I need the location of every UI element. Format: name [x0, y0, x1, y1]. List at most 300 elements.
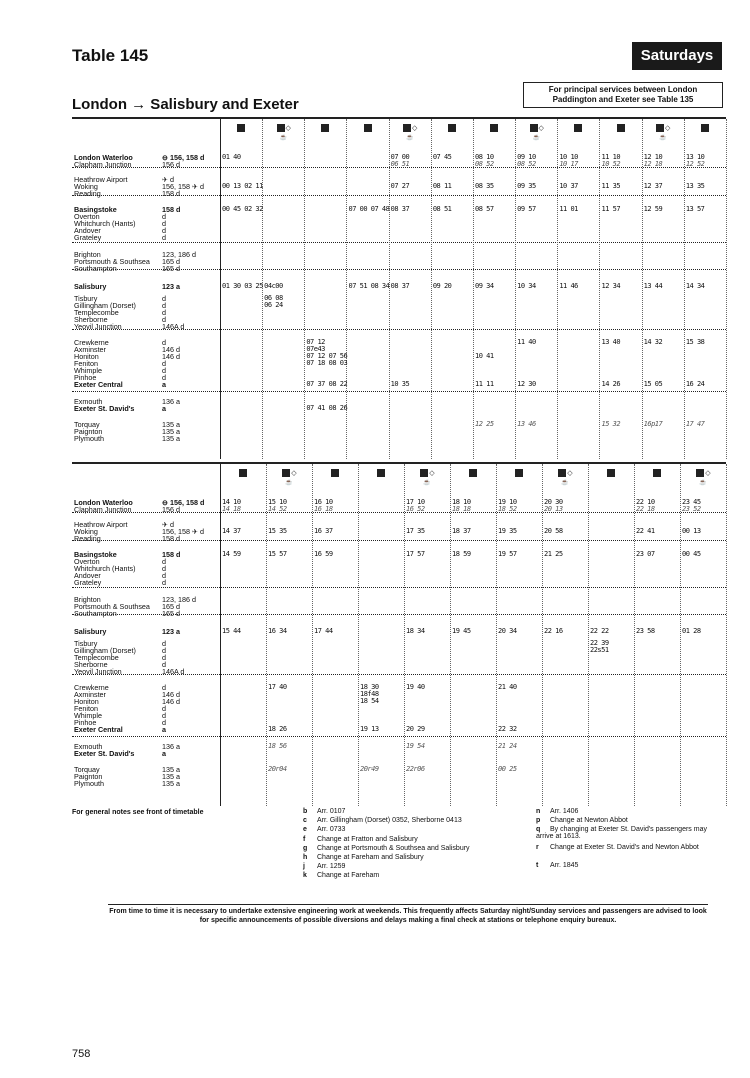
time-cell: 14 52 — [268, 505, 287, 513]
train-column — [684, 119, 727, 459]
station-ref: 156 d — [162, 505, 180, 514]
time-cell: 16 24 — [685, 380, 705, 388]
footnote-text: Change at Portsmouth & Southsea and Salisbury — [317, 844, 470, 852]
station-ref: 156, 158 ✈ d — [162, 182, 204, 191]
time-cell: 00 25 — [498, 765, 517, 773]
time-cell: 08 11 — [432, 182, 452, 190]
time-cell: 18 59 — [452, 550, 471, 558]
time-cell: 18f48 — [360, 690, 379, 698]
time-cell: 14 59 — [222, 550, 241, 558]
time-cell: 12 30 — [517, 380, 536, 388]
footnote-text: Arr. 1406 — [550, 808, 579, 815]
time-cell: 17 35 — [406, 527, 425, 535]
time-cell: 11 11 — [475, 380, 494, 388]
footnote-key: g — [303, 844, 308, 852]
first-class-icon — [574, 124, 582, 132]
station-name: Pinhoe — [74, 718, 97, 727]
station-ref: d — [162, 338, 166, 347]
station-name: Whitchurch (Hants) — [74, 564, 136, 573]
station-name: Portsmouth & Southsea — [74, 602, 150, 611]
train-header — [680, 468, 726, 477]
station-name: Heathrow Airport — [74, 520, 128, 529]
time-cell: 16p17 — [643, 420, 663, 428]
footnote — [536, 817, 722, 824]
train-header — [220, 468, 266, 477]
time-cell: 21 25 — [544, 550, 563, 558]
station-name: Exeter Central — [74, 725, 123, 734]
time-cell: 18 54 — [360, 697, 379, 705]
time-cell: 09 34 — [475, 282, 494, 290]
station-ref: 136 a — [162, 742, 180, 751]
time-cell: 18 52 — [498, 505, 517, 513]
station-name: Brighton — [74, 250, 101, 259]
train-column — [450, 464, 497, 806]
footnote-key: h — [303, 854, 308, 861]
time-cell: 08 57 — [475, 205, 494, 213]
footnote — [303, 836, 418, 843]
station-ref: 146 d — [162, 352, 180, 361]
footnote-text: Arr. 1845 — [550, 862, 579, 870]
station-name: Southampton — [74, 264, 117, 273]
footnote-text: Arr. Gillingham (Dorset) 0352, Sherborne 0413 — [317, 817, 462, 825]
time-cell: 00 45 — [682, 550, 701, 558]
time-cell: 07 18 08 03 — [306, 359, 348, 367]
first-class-icon — [490, 124, 498, 132]
time-cell: 22s51 — [590, 646, 609, 654]
station-ref: a — [162, 725, 166, 734]
station-ref: d — [162, 557, 166, 566]
time-cell: 16 59 — [314, 550, 333, 558]
time-cell: 06 08 — [264, 294, 283, 302]
time-cell: 12 59 — [643, 205, 663, 213]
train-header — [389, 123, 431, 132]
time-cell: 21 40 — [498, 683, 517, 691]
first-class-icon — [607, 469, 615, 477]
time-cell: 14 26 — [601, 380, 621, 388]
footnote-text: Change at Fareham and Salisbury — [317, 854, 424, 861]
time-cell: 22 32 — [498, 725, 517, 733]
time-cell: 19 57 — [498, 550, 517, 558]
station-name: Grateley — [74, 233, 102, 242]
time-cell: 22r06 — [406, 765, 425, 773]
time-cell: 19 10 — [498, 498, 517, 506]
time-cell: 10 37 — [559, 182, 578, 190]
train-header — [557, 123, 599, 132]
buffet-icon: ☕ — [279, 135, 287, 141]
first-class-icon — [469, 469, 477, 477]
time-cell: 15 44 — [222, 627, 241, 635]
time-cell: 16 18 — [314, 505, 333, 513]
first-class-icon — [515, 469, 523, 477]
time-cell: 08 51 — [432, 205, 452, 213]
first-class-icon — [530, 124, 538, 132]
footnote-text: Arr. 0733 — [317, 826, 346, 834]
time-cell: 22 41 — [636, 527, 655, 535]
train-header — [588, 468, 634, 477]
time-cell: 20 29 — [406, 725, 425, 733]
station-name: Templecombe — [74, 653, 119, 662]
time-cell: 19 45 — [452, 627, 471, 635]
train-column — [634, 464, 681, 806]
train-header — [642, 123, 684, 132]
station-name: Pinhoe — [74, 373, 97, 382]
station-name: Portsmouth & Southsea — [74, 257, 150, 266]
time-cell: 22 39 — [590, 639, 609, 647]
train-header — [347, 123, 389, 132]
station-name: Yeovil Junction — [74, 322, 122, 331]
station-exeter_stdavids — [74, 749, 166, 758]
time-cell: 07 00 — [390, 153, 410, 161]
time-cell: 00 13 — [682, 527, 701, 535]
first-class-icon — [364, 124, 372, 132]
station-name: Paignton — [74, 772, 103, 781]
time-cell: 14 34 — [685, 282, 705, 290]
station-ref: d — [162, 646, 166, 655]
time-cell: 17 40 — [268, 683, 287, 691]
station-ref: d — [162, 711, 166, 720]
train-column — [312, 464, 359, 806]
time-cell: 11 46 — [559, 282, 578, 290]
station-ref: d — [162, 366, 166, 375]
footnote-text: Arr. 1259 — [317, 863, 346, 871]
time-cell: 06 24 — [264, 301, 283, 309]
reservation-diamond-icon: ◇ — [285, 124, 291, 132]
station-reading — [74, 189, 180, 198]
time-cell: 08 37 — [390, 205, 410, 213]
time-cell: 07 12 07 56 — [306, 352, 348, 360]
time-cell: 07 00 07 48 — [348, 205, 390, 213]
time-cell: 07 51 08 34 — [348, 282, 390, 290]
train-header — [473, 123, 515, 132]
footnote-text: Change at Newton Abbot — [550, 817, 628, 825]
station-name: Plymouth — [74, 434, 104, 443]
station-name: Honiton — [74, 352, 99, 361]
time-cell: 15 57 — [268, 550, 287, 558]
buffet-icon: ☕ — [561, 480, 569, 486]
time-cell: 12 52 — [685, 160, 705, 168]
station-ref: 135 a — [162, 765, 180, 774]
reservation-diamond-icon: ◇ — [705, 469, 711, 477]
first-class-icon — [448, 124, 456, 132]
station-grateley — [74, 233, 166, 242]
first-class-icon — [237, 124, 245, 132]
station-ref: 135 a — [162, 434, 180, 443]
time-cell: 10 35 — [390, 380, 410, 388]
footnote-key: f — [303, 835, 306, 843]
footnote-key: c — [303, 817, 307, 825]
time-cell: 17 44 — [314, 627, 333, 635]
station-name: Gillingham (Dorset) — [74, 301, 136, 310]
time-cell: 18 34 — [406, 627, 425, 635]
first-class-icon — [558, 469, 566, 477]
station-ref: d — [162, 704, 166, 713]
time-cell: 13 44 — [643, 282, 663, 290]
time-cell: 17 57 — [406, 550, 425, 558]
time-cell: 22 16 — [544, 627, 563, 635]
time-cell: 01 40 — [222, 153, 241, 161]
time-cell: 10 17 — [559, 160, 578, 168]
station-name: Salisbury — [74, 282, 107, 291]
station-name: Plymouth — [74, 779, 104, 788]
lower-timetable — [72, 462, 726, 806]
first-class-icon — [696, 469, 704, 477]
reservation-diamond-icon: ◇ — [429, 469, 435, 477]
station-ref: 123 a — [162, 282, 180, 291]
station-name: Paignton — [74, 427, 103, 436]
time-cell: 19 54 — [406, 742, 425, 750]
time-cell: 14 18 — [222, 505, 241, 513]
station-name: Feniton — [74, 704, 98, 713]
footnote-key: k — [303, 872, 307, 880]
station-name: Clapham Junction — [74, 160, 132, 169]
station-name: Exmouth — [74, 397, 103, 406]
time-cell: 11 01 — [559, 205, 578, 213]
time-cell: 20 30 — [544, 498, 563, 506]
station-ref: d — [162, 308, 166, 317]
station-name: Torquay — [74, 765, 100, 774]
station-ref: d — [162, 315, 166, 324]
reservation-diamond-icon: ◇ — [291, 469, 297, 477]
station-ref: d — [162, 294, 166, 303]
time-cell: 09 57 — [517, 205, 536, 213]
station-name: Gillingham (Dorset) — [74, 646, 136, 655]
station-ref: d — [162, 660, 166, 669]
station-exeter_stdavids — [74, 404, 166, 413]
time-cell: 10 52 — [601, 160, 621, 168]
time-cell: 19 40 — [406, 683, 425, 691]
train-column — [431, 119, 474, 459]
buffet-icon: ☕ — [285, 480, 293, 486]
station-exeter_central — [74, 380, 166, 389]
time-cell: 13 40 — [601, 338, 621, 346]
train-column — [557, 119, 600, 459]
station-ref: 158 d — [162, 205, 181, 214]
footnote — [303, 872, 379, 879]
footnote-text: By changing at Exeter St. David's passengers may arrive at 1613. — [536, 826, 707, 841]
train-header — [496, 468, 542, 477]
time-cell: 07 45 — [432, 153, 452, 161]
time-cell: 10 41 — [475, 352, 494, 360]
buffet-icon: ☕ — [699, 480, 707, 486]
first-class-icon — [701, 124, 709, 132]
station-ref: ✈ d — [162, 520, 175, 529]
station-ref: ⊖ 156, 158 d — [162, 498, 205, 507]
station-name: Sherborne — [74, 660, 108, 669]
time-cell: 22 18 — [636, 505, 655, 513]
station-ref: 146 d — [162, 697, 180, 706]
footnote-text: Change at Exeter St. David's and Newton Abbot — [550, 844, 699, 852]
station-name: London Waterloo — [74, 498, 133, 507]
general-notes-label: For general notes see front of timetable — [72, 809, 204, 816]
station-salisbury — [74, 282, 180, 291]
first-class-icon — [617, 124, 625, 132]
station-ref: a — [162, 404, 166, 413]
time-cell: 14 32 — [643, 338, 663, 346]
time-cell: 00 13 02 11 — [222, 182, 263, 190]
station-ref: d — [162, 226, 166, 235]
first-class-icon — [239, 469, 247, 477]
station-ref: d — [162, 683, 166, 692]
station-ref: 156, 158 ✈ d — [162, 527, 204, 536]
train-column — [642, 119, 685, 459]
train-column — [600, 119, 643, 459]
footnote — [303, 845, 470, 852]
time-cell: 13 57 — [685, 205, 705, 213]
station-name: Templecombe — [74, 308, 119, 317]
time-cell: 16 37 — [314, 527, 333, 535]
footnote — [536, 862, 722, 869]
station-name: Feniton — [74, 359, 98, 368]
station-name: Reading — [74, 189, 101, 198]
station-ref: 146 d — [162, 690, 180, 699]
time-cell: 18 26 — [268, 725, 287, 733]
train-header — [262, 123, 304, 132]
time-cell: 07 12 — [306, 338, 325, 346]
footnote-text: Arr. 0107 — [317, 808, 346, 815]
time-cell: 14 37 — [222, 527, 241, 535]
buffet-icon: ☕ — [658, 135, 667, 141]
train-column — [389, 119, 432, 459]
footnote-key: j — [303, 863, 305, 871]
station-column — [72, 119, 221, 459]
footnote — [536, 826, 722, 840]
station-name: Grateley — [74, 578, 102, 587]
time-cell: 04c00 — [264, 282, 283, 290]
station-ref: 123, 186 d — [162, 595, 196, 604]
station-ref: 135 a — [162, 779, 180, 788]
station-plymouth — [74, 434, 180, 443]
time-cell: 18 56 — [268, 742, 287, 750]
station-ref: 165 d — [162, 609, 180, 618]
time-cell: 07 37 08 22 — [306, 380, 348, 388]
time-cell: 18 18 — [452, 505, 471, 513]
time-cell: 16 10 — [314, 498, 333, 506]
station-ref: a — [162, 380, 166, 389]
station-ref: d — [162, 219, 166, 228]
buffet-icon: ☕ — [423, 480, 431, 486]
station-ref: d — [162, 301, 166, 310]
time-cell: 11 35 — [601, 182, 621, 190]
time-cell: 09 10 — [517, 153, 536, 161]
time-cell: 20r04 — [268, 765, 287, 773]
time-cell: 15 32 — [601, 420, 621, 428]
train-header — [450, 468, 496, 477]
reservation-diamond-icon: ◇ — [538, 124, 544, 132]
station-ref: 146A d — [162, 667, 185, 676]
station-name: Clapham Junction — [74, 505, 132, 514]
time-cell: 23 07 — [636, 550, 655, 558]
day-badge: Saturdays — [632, 42, 722, 70]
station-name: Axminster — [74, 345, 106, 354]
time-cell: 22 22 — [590, 627, 609, 635]
station-exeter_central — [74, 725, 166, 734]
station-name: Honiton — [74, 697, 99, 706]
buffet-icon: ☕ — [532, 135, 540, 141]
station-ref: d — [162, 359, 166, 368]
time-cell: 23 45 — [682, 498, 701, 506]
footnote-key: n — [536, 808, 541, 815]
time-cell: 06 51 — [390, 160, 410, 168]
first-class-icon — [282, 469, 290, 477]
time-cell: 12 18 — [643, 160, 663, 168]
reservation-diamond-icon: ◇ — [567, 469, 573, 477]
reservation-diamond-icon: ◇ — [665, 124, 671, 132]
reservation-diamond-icon: ◇ — [412, 124, 418, 132]
time-cell: 20r49 — [360, 765, 379, 773]
time-cell: 19 35 — [498, 527, 517, 535]
train-column — [473, 119, 516, 459]
train-header — [684, 123, 726, 132]
first-class-icon — [656, 124, 664, 132]
station-name: Whimple — [74, 711, 102, 720]
first-class-icon — [321, 124, 329, 132]
time-cell: 10 10 — [559, 153, 578, 161]
time-cell: 07 27 — [390, 182, 410, 190]
station-ref: ⊖ 156, 158 d — [162, 153, 205, 162]
train-header — [542, 468, 588, 477]
station-ref: d — [162, 571, 166, 580]
time-cell: 18 30 — [360, 683, 379, 691]
station-name: Whimple — [74, 366, 102, 375]
time-cell: 17 10 — [406, 498, 425, 506]
time-cell: 07e43 — [306, 345, 325, 353]
station-ref: 135 a — [162, 772, 180, 781]
station-name: Tisbury — [74, 639, 98, 648]
train-header — [358, 468, 404, 477]
station-ref: d — [162, 564, 166, 573]
station-ref: a — [162, 749, 166, 758]
first-class-icon — [331, 469, 339, 477]
time-cell: 16 52 — [406, 505, 425, 513]
time-cell: 00 45 02 32 — [222, 205, 263, 213]
time-cell: 13 10 — [685, 153, 705, 161]
station-name: Overton — [74, 212, 100, 221]
time-cell: 23 52 — [682, 505, 701, 513]
station-ref: 136 a — [162, 397, 180, 406]
train-column — [515, 119, 558, 459]
station-salisbury — [74, 627, 180, 636]
time-cell: 12 34 — [601, 282, 621, 290]
train-header — [515, 123, 557, 132]
station-ref: d — [162, 718, 166, 727]
time-cell: 01 28 — [682, 627, 701, 635]
station-ref: 135 a — [162, 420, 180, 429]
station-ref: d — [162, 653, 166, 662]
train-header — [404, 468, 450, 477]
first-class-icon — [277, 124, 285, 132]
station-name: Heathrow Airport — [74, 175, 128, 184]
station-name: Torquay — [74, 420, 100, 429]
train-column — [680, 464, 727, 806]
station-ref: 165 d — [162, 602, 180, 611]
footnote-text: Change at Fratton and Salisbury — [317, 835, 418, 843]
time-cell: 17 47 — [685, 420, 705, 428]
train-column — [358, 464, 405, 806]
station-ref: 158 d — [162, 189, 180, 198]
time-cell: 09 20 — [432, 282, 452, 290]
train-column — [266, 464, 313, 806]
station-ref: 156 d — [162, 160, 180, 169]
train-header — [600, 123, 642, 132]
footnote — [303, 826, 345, 833]
buffet-icon: ☕ — [405, 135, 414, 141]
station-name: Exmouth — [74, 742, 103, 751]
train-header — [312, 468, 358, 477]
station-column — [72, 464, 221, 806]
page-number: 758 — [72, 1048, 91, 1060]
time-cell: 23 58 — [636, 627, 655, 635]
station-name: Overton — [74, 557, 100, 566]
